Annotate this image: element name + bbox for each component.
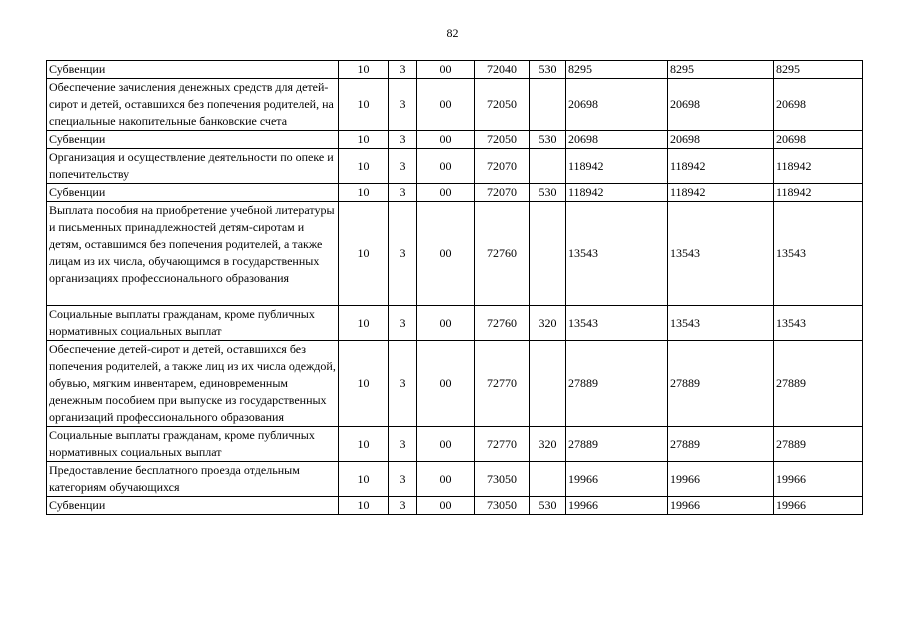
amount-1: 13543: [566, 306, 668, 341]
row-name: Обеспечение зачисления денежных средств для детей-сирот и детей, оставшихся без попечения родителей, на специальные накопительные банковские счета: [47, 79, 339, 131]
amount-1: 20698: [566, 131, 668, 149]
amount-1: 19966: [566, 497, 668, 515]
program-code: 00: [417, 149, 475, 184]
expense-kind: [530, 149, 566, 184]
amount-1: 27889: [566, 341, 668, 427]
row-name: Социальные выплаты гражданам, кроме публичных нормативных социальных выплат: [47, 306, 339, 341]
expense-kind: [530, 79, 566, 131]
amount-1: 118942: [566, 149, 668, 184]
subsection-code: 3: [389, 61, 417, 79]
amount-2: 19966: [668, 462, 774, 497]
subsection-code: 3: [389, 149, 417, 184]
amount-2: 20698: [668, 131, 774, 149]
program-code: 00: [417, 79, 475, 131]
table-row: [47, 79, 863, 131]
expense-code: 72070: [475, 149, 530, 184]
amount-3: 27889: [774, 427, 863, 462]
section-code: 10: [339, 61, 389, 79]
program-code: 00: [417, 427, 475, 462]
subsection-code: 3: [389, 462, 417, 497]
program-code: 00: [417, 306, 475, 341]
amount-3: 20698: [774, 79, 863, 131]
program-code: 00: [417, 341, 475, 427]
amount-1: 13543: [566, 202, 668, 306]
page-number: 82: [446, 26, 459, 40]
section-code: 10: [339, 427, 389, 462]
amount-2: 19966: [668, 497, 774, 515]
row-name: Предоставление бесплатного проезда отдельным категориям обучающихся: [47, 462, 339, 497]
program-code: 00: [417, 61, 475, 79]
section-code: 10: [339, 202, 389, 306]
table-row: [47, 497, 863, 515]
section-code: 10: [339, 462, 389, 497]
expense-kind: [530, 341, 566, 427]
table-row: [47, 131, 863, 149]
subsection-code: 3: [389, 79, 417, 131]
table-row: [47, 341, 863, 427]
section-code: 10: [339, 149, 389, 184]
amount-3: 20698: [774, 131, 863, 149]
amount-2: 8295: [668, 61, 774, 79]
table-row: [47, 184, 863, 202]
subsection-code: 3: [389, 497, 417, 515]
section-code: 10: [339, 184, 389, 202]
table-row: [47, 202, 863, 306]
table-row: [47, 61, 863, 79]
row-name: Социальные выплаты гражданам, кроме публичных нормативных социальных выплат: [47, 427, 339, 462]
amount-2: 20698: [668, 79, 774, 131]
subsection-code: 3: [389, 131, 417, 149]
section-code: 10: [339, 79, 389, 131]
amount-2: 13543: [668, 306, 774, 341]
subsection-code: 3: [389, 306, 417, 341]
program-code: 00: [417, 184, 475, 202]
expense-code: 72760: [475, 202, 530, 306]
section-code: 10: [339, 306, 389, 341]
expense-code: 72770: [475, 341, 530, 427]
program-code: 00: [417, 131, 475, 149]
amount-1: 8295: [566, 61, 668, 79]
expense-code: 72070: [475, 184, 530, 202]
expense-kind: 530: [530, 184, 566, 202]
expense-code: 72040: [475, 61, 530, 79]
amount-3: 13543: [774, 306, 863, 341]
table-row: [47, 427, 863, 462]
table-row: [47, 306, 863, 341]
subsection-code: 3: [389, 202, 417, 306]
subsection-code: 3: [389, 184, 417, 202]
section-code: 10: [339, 131, 389, 149]
row-name: Субвенции: [47, 184, 339, 202]
expense-code: 72770: [475, 427, 530, 462]
amount-2: 118942: [668, 184, 774, 202]
expense-kind: 530: [530, 131, 566, 149]
table-row: [47, 149, 863, 184]
amount-1: 27889: [566, 427, 668, 462]
program-code: 00: [417, 202, 475, 306]
subsection-code: 3: [389, 341, 417, 427]
amount-3: 19966: [774, 497, 863, 515]
program-code: 00: [417, 497, 475, 515]
program-code: 00: [417, 462, 475, 497]
amount-2: 27889: [668, 341, 774, 427]
amount-1: 118942: [566, 184, 668, 202]
section-code: 10: [339, 341, 389, 427]
expense-kind: 320: [530, 427, 566, 462]
amount-3: 8295: [774, 61, 863, 79]
amount-2: 27889: [668, 427, 774, 462]
expense-code: 72050: [475, 79, 530, 131]
row-name: Выплата пособия на приобретение учебной литературы и письменных принадлежностей детям-сиротам и детям, оставшимся без попечения родителей, а также лицам из их числа, обучающимся в государственных организациях профессионального образования: [47, 202, 339, 306]
row-name: Организация и осуществление деятельности по опеке и попечительству: [47, 149, 339, 184]
expense-code: 72760: [475, 306, 530, 341]
amount-1: 19966: [566, 462, 668, 497]
section-code: 10: [339, 497, 389, 515]
expense-code: 73050: [475, 462, 530, 497]
expense-kind: 320: [530, 306, 566, 341]
amount-3: 13543: [774, 202, 863, 306]
amount-3: 118942: [774, 149, 863, 184]
expense-kind: 530: [530, 61, 566, 79]
table-row: [47, 462, 863, 497]
row-name: Субвенции: [47, 131, 339, 149]
expense-kind: [530, 462, 566, 497]
expense-code: 73050: [475, 497, 530, 515]
expense-code: 72050: [475, 131, 530, 149]
amount-2: 13543: [668, 202, 774, 306]
row-name: Субвенции: [47, 61, 339, 79]
subsection-code: 3: [389, 427, 417, 462]
budget-table: [46, 60, 863, 515]
amount-1: 20698: [566, 79, 668, 131]
row-name: Субвенции: [47, 497, 339, 515]
amount-3: 19966: [774, 462, 863, 497]
expense-kind: [530, 202, 566, 306]
amount-3: 118942: [774, 184, 863, 202]
amount-3: 27889: [774, 341, 863, 427]
row-name: Обеспечение детей-сирот и детей, оставшихся без попечения родителей, а также лиц из их числа одеждой, обувью, мягким инвентарем, единовременным денежным пособием при выпуске из государственных организаций профессионального образования: [47, 341, 339, 427]
expense-kind: 530: [530, 497, 566, 515]
amount-2: 118942: [668, 149, 774, 184]
